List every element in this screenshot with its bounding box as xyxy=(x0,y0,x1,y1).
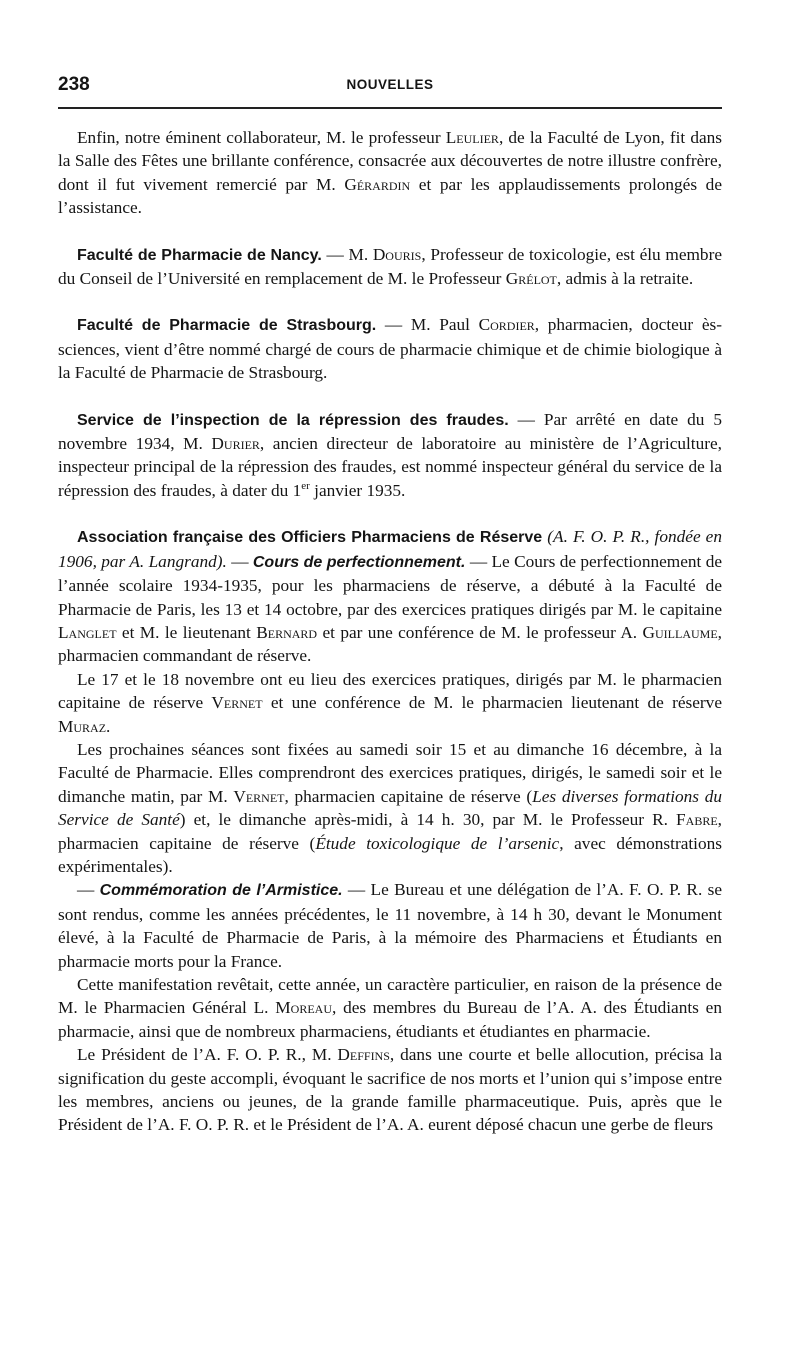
paragraph-novembre: Le 17 et le 18 novembre ont eu lieu des exercices pratiques, dirigés par M. le pharmacien capitaine de réserve Vernet et une conférence de M. le pharmacien lieutenant de réserve Muraz. xyxy=(58,669,722,736)
heading-association: Association française des Officiers Pharmaciens de Réserve xyxy=(77,529,543,547)
association-subtitle: (A. F. O. P. R., fondée en 1906, par A. Langrand). xyxy=(58,527,722,571)
person-langlet: Langlet xyxy=(58,622,117,642)
article-body xyxy=(58,126,722,1137)
person-vernet-2: Vernet xyxy=(233,786,285,806)
person-moreau: Moreau xyxy=(275,998,332,1018)
person-bernard: Bernard xyxy=(256,622,318,642)
heading-fraudes: Service de l’inspection de la répression des fraudes. xyxy=(77,411,509,429)
paragraph-strasbourg: Faculté de Pharmacie de Strasbourg. — M. Paul Cordier, pharmacien, docteur ès-sciences, vient d’être nommé chargé de cours de pharmacie chimique et de chimie biologique à la Faculté de Pharmacie de Strasbourg. xyxy=(58,315,722,383)
heading-strasbourg: Faculté de Pharmacie de Strasbourg. xyxy=(77,317,377,335)
title-formations: Les diverses formations du Service de Santé xyxy=(58,786,723,830)
paragraph-commemoration: — Commémoration de l’Armistice. — Le Bureau et une délégation de l’A. F. O. P. R. se sont rendus, comme les années précédentes, le 11 novembre, à 14 h 30, devant le Monument élevé, à la Faculté de Pharmacie de Paris, à la mémoire des Pharmaciens et Étudiants en pharmacie morts pour la France. xyxy=(58,880,722,971)
section-title: NOUVELLES xyxy=(346,77,434,92)
person-muraz: Muraz xyxy=(58,716,107,736)
person-fabre: Fabre xyxy=(676,810,718,830)
person-grelot: Grélot xyxy=(505,269,557,289)
person-deffins: Deffins xyxy=(337,1045,390,1065)
person-gerardin: Gérardin xyxy=(344,174,411,194)
paragraph-intro: Enfin, notre éminent collaborateur, M. le professeur Leulier, de la Faculté de Lyon, fit dans la Salle des Fêtes une brillante conférence, consacrée aux découvertes de notre illustre confrère, dont il fut vivement remercié par M. Gérardin et par les applaudissements prolongés de l’assistance. xyxy=(58,128,722,218)
paragraph-association-cours: Association française des Officiers Pharmaciens de Réserve (A. F. O. P. R., fondée en 1906, par A. Langrand). — Cours de perfectionnement. — Le Cours de perfectionnement de l’année scolaire 1934-1935, pour les pharmaciens de réserve, a débuté à la Faculté de Pharmacie de Paris, les 13 et 14 octobre, par des exercices pratiques dirigés par M. le capitaine Langlet et M. le lieutenant Bernard et par une conférence de M. le professeur A. Guillaume, pharmacien commandant de réserve. xyxy=(58,527,723,666)
person-durier: Durier xyxy=(211,434,260,454)
paragraph-manifestation: Cette manifestation revêtait, cette année, un caractère particulier, en raison de la présence de M. le Pharmacien Général L. Moreau, des membres du Bureau de l’A. A. des Étudiants en pharmacie, ainsi que de nombreux pharmaciens, étudiants et étudiantes en pharmacie. xyxy=(58,975,722,1041)
paragraph-fraudes: Service de l’inspection de la répression des fraudes. — Par arrêté en date du 5 novembre 1934, M. Durier, ancien directeur de laboratoire au ministère de l’Agriculture, inspecteur principal de la répression des fraudes, est nommé inspecteur général du service de la répression des fraudes, à dater du 1er janvier 1935. xyxy=(58,409,722,500)
heading-cours: Cours de perfectionnement. xyxy=(252,553,466,571)
person-guillaume: Guillaume xyxy=(642,622,718,642)
paragraph-nancy: Faculté de Pharmacie de Nancy. — M. Douris, Professeur de toxicologie, est élu membre du Conseil de l’Université en remplacement de M. le Professeur Grélot, admis à la retraite. xyxy=(58,244,722,289)
person-douris: Douris xyxy=(372,244,422,264)
paragraph-president: Le Président de l’A. F. O. P. R., M. Deffins, dans une courte et belle allocution, précisa la signification du geste accompli, évoquant le sacrifice de nos morts et l’union qui s’impose entre les membres, anciens ou jeunes, de la grande famille pharmaceutique. Puis, après que le Président de l’A. F. O. P. R. et le Président de l’A. A. eurent déposé chacun une gerbe de fleurs xyxy=(58,1045,723,1135)
person-vernet: Vernet xyxy=(211,693,263,713)
person-leulier: Leulier xyxy=(445,128,499,147)
title-arsenic: Étude toxicologique de l’arsenic xyxy=(315,833,560,853)
running-header xyxy=(58,74,722,100)
header-rule xyxy=(58,107,722,109)
person-cordier: Cordier xyxy=(478,315,535,335)
paragraph-prochaines-seances: Les prochaines séances sont fixées au samedi soir 15 et au dimanche 16 décembre, à la Faculté de Pharmacie. Elles comprendront des exercices pratiques, dirigés, le samedi soir et le dimanche matin, par M. Vernet, pharmacien capitaine de réserve (Les diverses formations du Service de Santé) et, le dimanche après-midi, à 14 h. 30, par M. le Professeur R. Fabre, pharmacien capitaine de réserve (Étude toxicologique de l’arsenic, avec démonstrations expérimentales). xyxy=(58,739,723,876)
heading-nancy: Faculté de Pharmacie de Nancy. xyxy=(77,246,322,264)
page-number: 238 xyxy=(58,74,90,95)
heading-commemoration: Commémoration de l’Armistice. xyxy=(99,882,343,900)
